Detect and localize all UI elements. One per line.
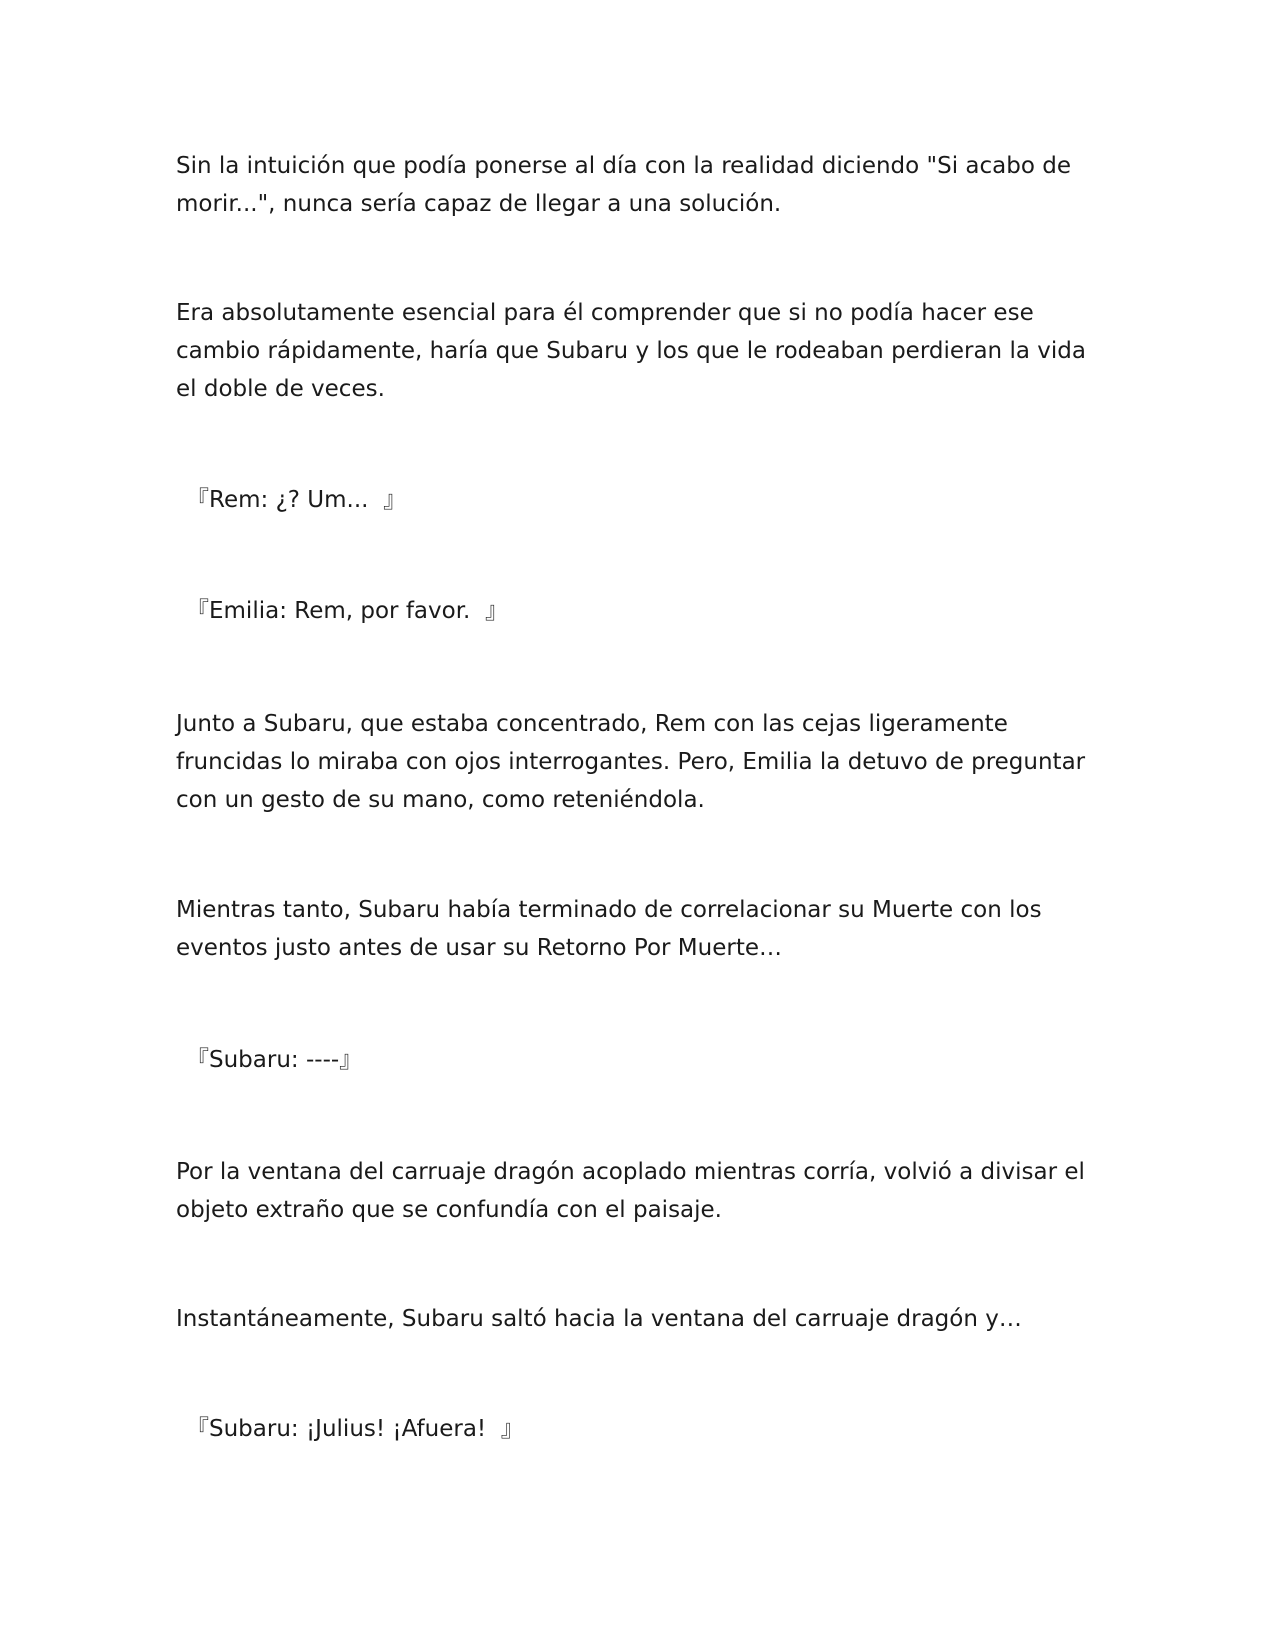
dialogue-line: 『Emilia: Rem, por favor. 』 — [186, 598, 508, 624]
paragraph: Era absolutamente esencial para él comprender que si no podía hacer ese cambio rápidamente, haría que Subaru y los que le rodeaban perdieran la vida el doble de veces. — [176, 300, 1086, 402]
paragraph: Por la ventana del carruaje dragón acoplado mientras corría, volvió a divisar el objeto extraño que se confundía con el paisaje. — [176, 1159, 1085, 1223]
paragraph: Junto a Subaru, que estaba concentrado, Rem con las cejas ligeramente fruncidas lo miraba con ojos interrogantes. Pero, Emilia la detuvo de preguntar con un gesto de su mano, como reteniéndola. — [176, 711, 1086, 813]
paragraph: Sin la intuición que podía ponerse al día con la realidad diciendo "Si acabo de morir...", nunca sería capaz de llegar a una solución. — [176, 153, 1071, 217]
paragraph: Mientras tanto, Subaru había terminado de correlacionar su Muerte con los eventos justo antes de usar su Retorno Por Muerte… — [176, 897, 1042, 961]
paragraph: Instantáneamente, Subaru saltó hacia la ventana del carruaje dragón y… — [176, 1306, 1022, 1332]
dialogue-line: 『Rem: ¿? Um... 』 — [186, 487, 407, 513]
dialogue-line: 『Subaru: ¡Julius! ¡Afuera! 』 — [186, 1416, 524, 1442]
dialogue-line: 『Subaru: ----』 — [186, 1047, 363, 1073]
